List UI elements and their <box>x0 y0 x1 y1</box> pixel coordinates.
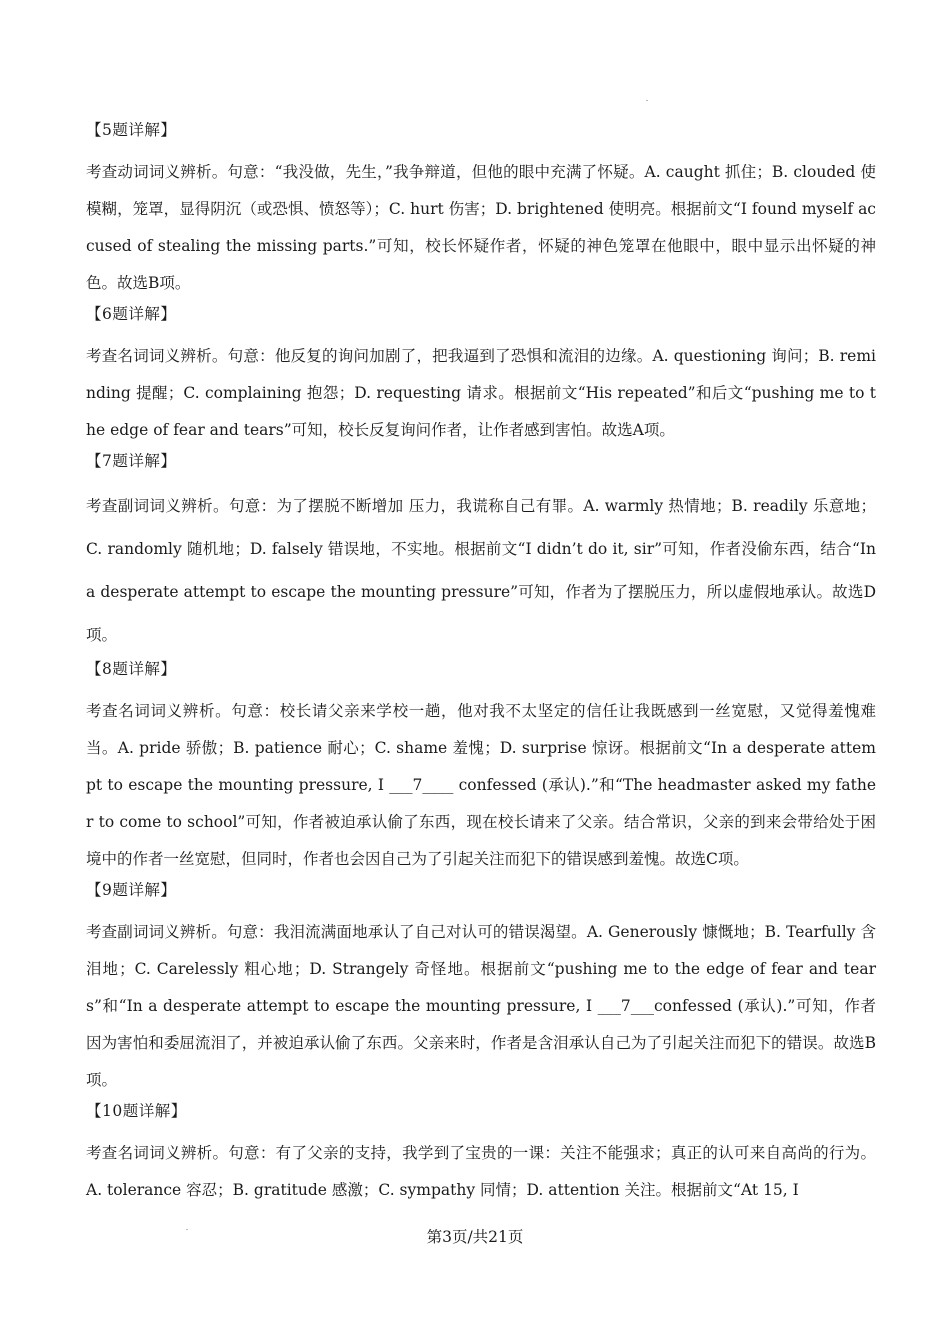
section-heading: 【6题详解】 <box>86 305 177 323</box>
section-body: 考查名词词义辨析。句意：他反复的询问加剧了，把我逼到了恐惧和流泪的边缘。A. questioning 询问；B. reminding 提醒；C. complaining 抱怨；D. requesting 请求。根据前文“His repeated”和后文“pushing me to the edge of fear and tears”可知，校长反复询问作者，让作者感到害怕。故选A项。 <box>86 347 876 439</box>
answer-section-10 <box>86 1099 876 1209</box>
section-heading: 【7题详解】 <box>86 452 177 470</box>
section-heading: 【10题详解】 <box>86 1102 187 1120</box>
section-body: 考查副词词义辨析。句意：我泪流满面地承认了自己对认可的错误渴望。A. Generously 慷慨地；B. Tearfully 含泪地；C. Carelessly 粗心地；D. Strangely 奇怪地。根据前文“pushing me to the edge of fear and tears”和“In a desperate attempt to escape the mounting pressure, I ___7___confessed (承认).”可知，作者因为害怕和委屈流泪了，并被迫承认偷了东西。父亲来时，作者是含泪承认自己为了引起关注而犯下的错误。故选B项。 <box>86 923 876 1089</box>
section-heading: 【8题详解】 <box>86 660 177 678</box>
section-heading: 【9题详解】 <box>86 881 177 899</box>
document-body <box>86 118 876 1209</box>
section-body: 考查名词词义辨析。句意：有了父亲的支持，我学到了宝贵的一课：关注不能强求；真正的认可来自高尚的行为。A. tolerance 容忍；B. gratitude 感激；C. sympathy 同情；D. attention 关注。根据前文“At 15, I <box>86 1144 876 1199</box>
section-body: 考查副词词义辨析。句意：为了摆脱不断增加 压力，我谎称自己有罪。A. warmly 热情地；B. readily 乐意地；C. randomly 随机地；D. falsely 错误地，不实地。根据前文“I didn’t do it, sir”可知，作者没偷东西，结合“In a desperate attempt to escape the mounting pressure”可知，作者为了摆脱压力，所以虚假地承认。故选D项。 <box>86 497 876 644</box>
answer-section-7 <box>86 449 876 657</box>
section-body: 考查动词词义辨析。句意：“我没做，先生，”我争辩道，但他的眼中充满了怀疑。A. caught 抓住；B. clouded 使模糊，笼罩，显得阴沉（或恐惧、愤怒等）；C. hurt 伤害；D. brightened 使明亮。根据前文“I found myself accused of stealing the missing parts.”可知，校长怀疑作者，怀疑的神色笼罩在他眼中，眼中显示出怀疑的神色。故选B项。 <box>86 163 876 292</box>
section-body: 考查名词词义辨析。句意：校长请父亲来学校一趟，他对我不太坚定的信任让我既感到一丝宽慰，又觉得羞愧难当。A. pride 骄傲；B. patience 耐心；C. shame 羞愧；D. surprise 惊讶。根据前文“In a desperate attempt to escape the mounting pressure, I ___7____ confessed (承认).”和“The headmaster asked my father to come to school”可知，作者被迫承认偷了东西，现在校长请来了父亲。结合常识，父亲的到来会带给处于困境中的作者一丝宽慰，但同时，作者也会因自己为了引起关注而犯下的错误感到羞愧。故选C项。 <box>86 702 876 868</box>
answer-section-9 <box>86 878 876 1099</box>
answer-section-6 <box>86 302 876 449</box>
page-number: 第3页/共21页 <box>426 1228 524 1246</box>
scan-speck-top <box>646 100 648 101</box>
answer-section-5 <box>86 118 876 302</box>
answer-section-8 <box>86 657 876 878</box>
section-heading: 【5题详解】 <box>86 121 177 139</box>
